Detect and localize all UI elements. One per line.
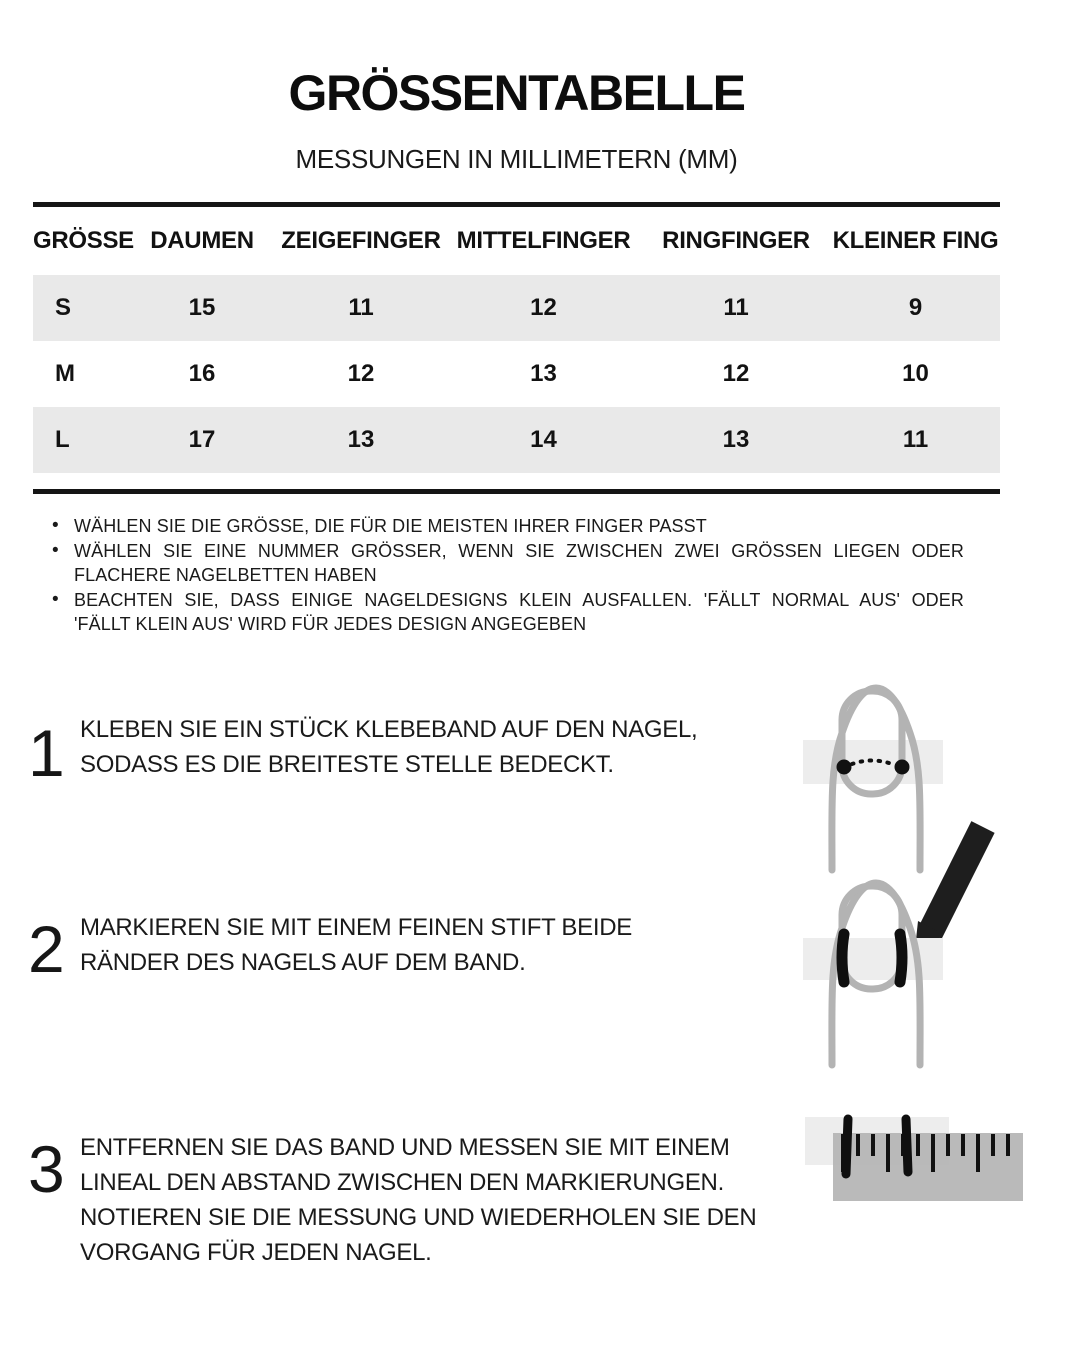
size-cell: 13 [347,426,375,453]
note-text [74,588,964,636]
size-cell: 11 [348,294,374,321]
size-cell: 17 [188,426,216,453]
note-item [52,514,964,538]
nail-edge-mark-left [842,934,844,982]
table-row-l [33,407,1000,473]
step-2-text [80,910,632,982]
table-row-s [33,275,1000,341]
size-cell: 12 [530,294,557,321]
size-cell: 14 [530,426,557,453]
size-label: S [55,294,72,321]
step-3 [28,1128,756,1270]
page-title: GRÖSSENTABELLE [288,65,745,121]
size-cell: 11 [723,294,749,321]
bullet-icon: • [52,589,59,610]
note-item [52,539,964,587]
step-line: KLEBEN SIE EIN STÜCK KLEBEBAND AUF DEN NAGEL, [80,716,698,743]
step-illustrations [780,655,1080,1230]
size-cell: 10 [902,360,929,387]
divider-bottom [33,489,1000,494]
note-line: WÄHLEN SIE EINE NUMMER GRÖSSER, WENN SIE ZWISCHEN ZWEI GRÖSSEN LIEGEN ODER [74,541,964,561]
step-3-number: 3 [28,1132,65,1206]
step-3-text [80,1130,756,1270]
header-cell-index: ZEIGEFINGER [281,227,441,254]
size-table-header [33,226,1000,256]
header-cell-pinky: KLEINER FING [832,227,999,254]
size-cell: 13 [722,426,750,453]
size-cell: 13 [530,360,557,387]
note-line: 'FÄLLT KLEIN AUS' WIRD FÜR JEDES DESIGN ANGEGEBEN [74,614,587,634]
step-line: NOTIEREN SIE DIE MESSUNG UND WIEDERHOLEN SIE DEN [80,1204,757,1231]
note-line: FLACHERE NAGELBETTEN HABEN [74,565,377,585]
size-table-body [33,275,1000,473]
size-cell: 16 [188,360,216,387]
bullet-icon: • [52,515,59,536]
step-line: ENTFERNEN SIE DAS BAND UND MESSEN SIE MIT EINEM [80,1134,730,1161]
notes-list [52,514,964,637]
size-cell: 11 [902,426,929,453]
step-line: RÄNDER DES NAGELS AUF DEM BAND. [80,949,526,976]
pen-shaft [930,827,983,933]
note-line: WÄHLEN SIE DIE GRÖSSE, DIE FÜR DIE MEISTEN IHRER FINGER PASST [74,516,707,536]
table-row-m [33,341,1000,407]
step-line: SODASS ES DIE BREITESTE STELLE BEDECKT. [80,751,614,778]
finger-tape-measure-illustration [803,688,943,870]
step-line: MARKIEREN SIE MIT EINEM FEINEN STIFT BEIDE [80,914,632,941]
note-line: BEACHTEN SIE, DASS EINIGE NAGELDESIGNS KLEIN AUSFALLEN. 'FÄLLT NORMAL AUS' ODER [74,590,964,610]
size-cell: 12 [347,360,375,387]
tape-mark-right [906,1119,908,1172]
step-1 [28,710,698,790]
header-cell-thumb: DAUMEN [150,227,254,254]
measure-dot-right [895,760,910,775]
header-cell-ring: RINGFINGER [662,227,810,254]
header-cell-middle: MITTELFINGER [456,227,631,254]
note-text [74,539,964,587]
note-text [74,514,964,538]
size-label: M [55,360,75,387]
tape-mark-left [846,1119,848,1174]
header-cell-size: GRÖSSE [33,227,134,254]
step-2-number: 2 [28,912,65,986]
step-1-text [80,712,697,786]
note-item [52,588,964,636]
step-line: VORGANG FÜR JEDEN NAGEL. [80,1239,432,1266]
nail-edge-mark-right [900,934,902,982]
step-line: LINEAL DEN ABSTAND ZWISCHEN DEN MARKIERUNGEN. [80,1169,724,1196]
size-cell: 12 [722,360,750,387]
step-2 [28,906,632,986]
divider-top [33,202,1000,207]
bullet-icon: • [52,540,59,561]
size-cell: 9 [908,294,923,321]
step-1-number: 1 [28,716,65,790]
size-label: L [55,426,70,453]
tape-on-ruler-illustration [805,1117,1023,1201]
measure-dot-left [837,760,852,775]
finger-marked-edges-illustration [803,883,943,1065]
size-cell: 15 [188,294,216,321]
page-subtitle: MESSUNGEN IN MILLIMETERN (MM) [295,144,738,174]
